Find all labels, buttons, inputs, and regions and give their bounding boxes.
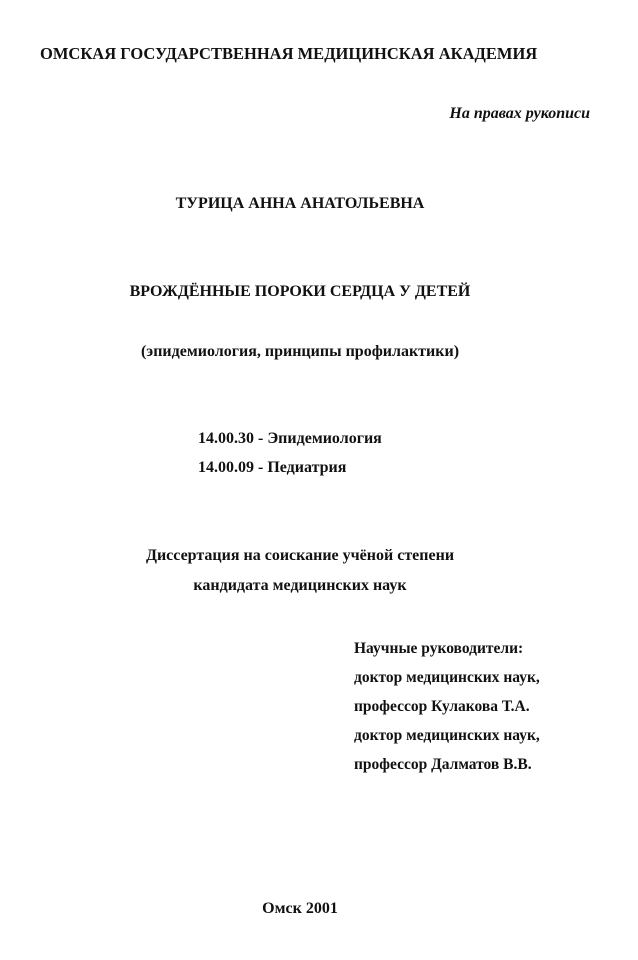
manuscript-note: На правах рукописи — [449, 105, 590, 122]
dissertation-subtitle: (эпидемиология, принципы профилактики) — [140, 343, 460, 360]
specialty-code-epidemiology: 14.00.30 - Эпидемиология — [198, 430, 382, 447]
supervisor-line: доктор медицинских наук, — [354, 669, 540, 686]
degree-statement-line2: кандидата медицинских наук — [193, 577, 407, 594]
degree-statement-line1: Диссертация на соискание учёной степени — [145, 547, 455, 564]
supervisor-line: профессор Далматов В.В. — [354, 756, 532, 773]
supervisors-block — [354, 634, 540, 779]
institution-name: ОМСКАЯ ГОСУДАРСТВЕННАЯ МЕДИЦИНСКАЯ АКАДЕМИЯ — [40, 44, 538, 63]
city-year: Омск 2001 — [262, 900, 338, 917]
supervisor-line: доктор медицинских наук, — [354, 727, 540, 744]
supervisors-heading: Научные руководители: — [354, 640, 524, 657]
specialty-code-pediatrics: 14.00.09 - Педиатрия — [198, 459, 347, 476]
author-name: ТУРИЦА АННА АНАТОЛЬЕВНА — [175, 195, 425, 212]
dissertation-title: ВРОЖДЁННЫЕ ПОРОКИ СЕРДЦА У ДЕТЕЙ — [129, 283, 471, 300]
supervisor-line: профессор Кулакова Т.А. — [354, 698, 530, 715]
